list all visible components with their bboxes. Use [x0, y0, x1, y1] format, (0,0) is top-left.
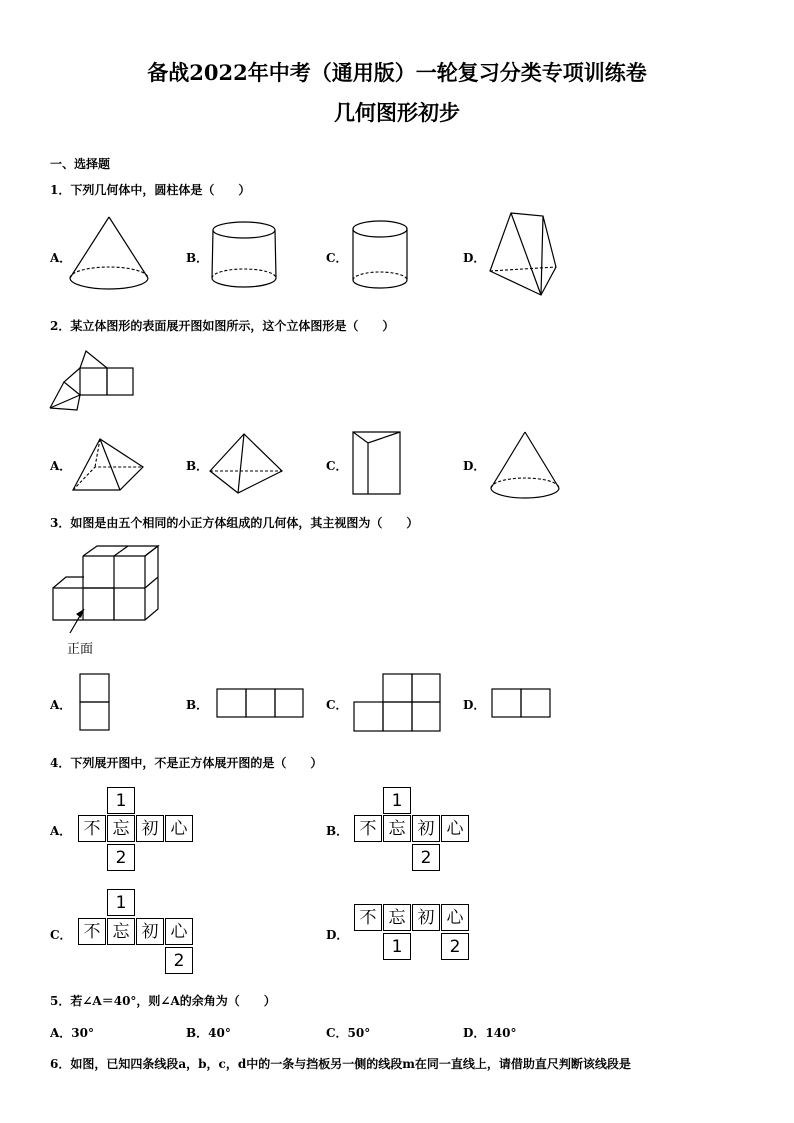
net-cell: 2 — [441, 933, 469, 960]
question-4-stem: 4．下列展开图中，不是正方体展开图的是（ ） — [50, 756, 323, 770]
q4-option-b[interactable]: B． — [326, 824, 349, 838]
net-cell: 1 — [383, 787, 411, 814]
net-cell: 心 — [441, 815, 469, 842]
net-cell: 忘 — [383, 815, 411, 842]
q2-option-b[interactable]: B． — [186, 459, 209, 473]
cone-figure — [491, 432, 559, 498]
net-cell: 心 — [441, 904, 469, 931]
front-view-option-c — [354, 674, 440, 731]
question-6-stem: 6．如图，已知四条线段a，b，c，d中的一条与挡板另一侧的线段m在同一直线上，请借助直尺判断该线段是 — [50, 1057, 631, 1071]
net-cell: 不 — [78, 918, 106, 945]
net-cell: 初 — [412, 904, 440, 931]
triangular-prism-figure — [490, 213, 556, 295]
net-cell: 不 — [354, 815, 382, 842]
front-view-label: 正面 — [67, 642, 94, 657]
front-view-option-b — [217, 689, 303, 717]
q5-option-d[interactable]: D．140° — [463, 1026, 517, 1040]
square-pyramid-figure — [73, 439, 143, 490]
net-cell: 2 — [165, 947, 193, 974]
net-cell: 2 — [107, 844, 135, 871]
net-cell: 初 — [412, 815, 440, 842]
front-view-option-d — [492, 689, 550, 717]
net-cell: 心 — [165, 815, 193, 842]
question-1-stem: 1．下列几何体中，圆柱体是（ ） — [50, 183, 251, 197]
net-cell: 初 — [136, 815, 164, 842]
q4-option-d[interactable]: D． — [326, 928, 349, 942]
net-cell: 心 — [165, 918, 193, 945]
question-2-stem: 2．某立体图形的表面展开图如图所示，这个立体图形是（ ） — [50, 319, 395, 333]
q2-option-c[interactable]: C． — [326, 459, 348, 473]
q4-option-a[interactable]: A． — [50, 824, 72, 838]
cylinder-figure — [353, 221, 407, 288]
q1-option-a[interactable]: A． — [50, 251, 72, 265]
net-cell: 1 — [107, 889, 135, 916]
section-heading: 一、选择题 — [50, 157, 111, 171]
upright-prism-figure — [353, 432, 400, 494]
frustum-figure — [212, 222, 276, 287]
question-3-stem: 3．如图是由五个相同的小正方体组成的几何体，其主视图为（ ） — [50, 516, 419, 530]
pyramid-net-figure — [50, 351, 133, 410]
q3-option-b[interactable]: B． — [186, 698, 209, 712]
q1-option-b[interactable]: B． — [186, 251, 209, 265]
net-cell: 2 — [412, 844, 440, 871]
q3-option-d[interactable]: D． — [463, 698, 486, 712]
question-5-stem: 5．若∠A＝40°，则∠A的余角为（ ） — [50, 994, 276, 1008]
q5-option-b[interactable]: B．40° — [186, 1026, 231, 1040]
front-view-option-a — [80, 674, 109, 730]
q5-option-a[interactable]: A．30° — [50, 1026, 95, 1040]
q5-option-c[interactable]: C．50° — [326, 1026, 371, 1040]
q1-option-c[interactable]: C． — [326, 251, 348, 265]
q2-option-d[interactable]: D． — [463, 459, 486, 473]
net-cell: 忘 — [107, 918, 135, 945]
net-cell: 1 — [383, 933, 411, 960]
triangular-pyramid-figure — [210, 434, 282, 493]
q3-option-a[interactable]: A． — [50, 698, 72, 712]
page-title: 备战2022年中考（通用版）一轮复习分类专项训练卷 — [147, 60, 647, 85]
net-cell: 初 — [136, 918, 164, 945]
net-cell: 忘 — [383, 904, 411, 931]
cube-stack-figure — [53, 546, 158, 633]
net-cell: 1 — [107, 787, 135, 814]
q4-option-c[interactable]: C． — [50, 928, 72, 942]
q2-option-a[interactable]: A． — [50, 459, 72, 473]
net-cell: 忘 — [107, 815, 135, 842]
q3-option-c[interactable]: C． — [326, 698, 348, 712]
page-subtitle: 几何图形初步 — [334, 100, 460, 125]
net-cell: 不 — [78, 815, 106, 842]
cone-figure — [70, 217, 148, 289]
net-cell: 不 — [354, 904, 382, 931]
q1-option-d[interactable]: D． — [463, 251, 486, 265]
